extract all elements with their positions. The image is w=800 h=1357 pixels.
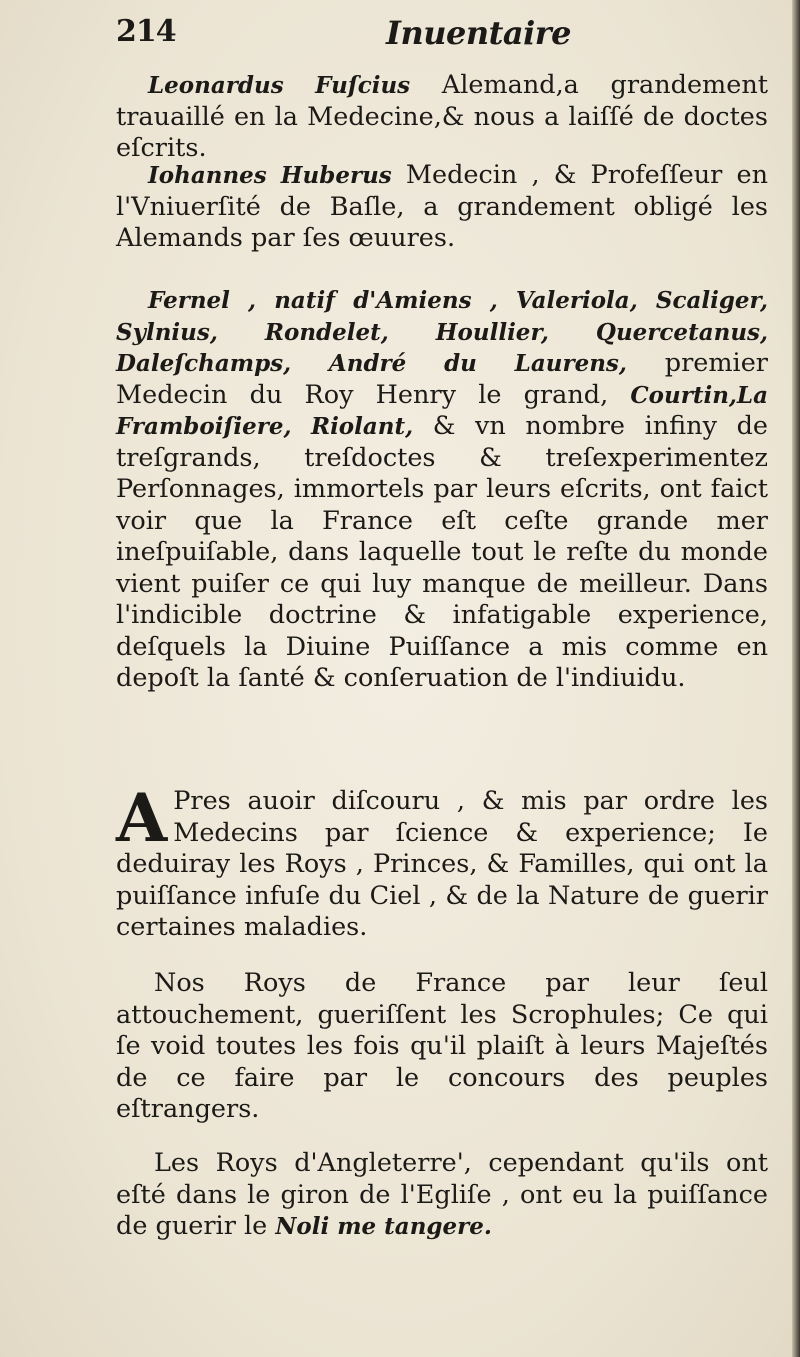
- paragraph-kings-england-text: Les Roys d'Angleterre', cependant qu'ils ont eſté dans le giron de l'Egliſe , ont eu la puiſſance de guerir le: [116, 1148, 768, 1241]
- name-huberus: Iohannes Huberus: [148, 162, 392, 189]
- names-french-physicians-2: Courtin,La Framboiſiere, Riolant,: [116, 381, 768, 440]
- name-fuscius: Leonardus Fuſcius: [148, 72, 411, 99]
- paragraph-huberus: [116, 160, 768, 255]
- paragraph-kings-france: [116, 968, 768, 1126]
- page-header: [116, 14, 776, 54]
- paragraph-kings-england: [116, 1148, 768, 1243]
- running-title: Inuentaire: [386, 14, 572, 52]
- paragraph-physicians-text-2: & vn nombre infiny de treſgrands, treſdoctes & treſexperimentez Perſonnages, immortels par leurs eſcrits, ont faict voir que la France eſt ceſte grande mer ineſpuiſable, dans laquelle tout le reſte du monde vient puiſer ce qui luy manque de meilleur. Dans l'indicible doctrine & infatigable experience, deſquels la Diuine Puiſſance a mis comme en depoſt la ſanté & conſeruation de l'indiuidu.: [116, 411, 768, 693]
- latin-phrase: Noli me tangere.: [275, 1213, 492, 1240]
- drop-cap-letter: A: [116, 779, 168, 857]
- paragraph-kings-intro: [116, 779, 768, 944]
- paragraph-fuscius-text: Alemand,a grandement trauaillé en la Medecine,& nous a laiſſé de doctes eſcrits.: [116, 70, 768, 163]
- page-number: 214: [116, 14, 176, 49]
- paragraph-kings-intro-text: Pres auoir diſcouru , & mis par ordre les Medecins par ſcience & experience; Ie deduiray les Roys , Princes, & Familles, qui ont la puiſſance infuſe du Ciel , & de la Nature de guerir certaines maladies.: [116, 786, 768, 942]
- paragraph-physicians-text-1: premier Medecin du Roy Henry le grand,: [116, 348, 768, 410]
- paragraph-fuscius: [116, 70, 768, 165]
- names-french-physicians: Fernel , natif d'Amiens , Valeriola, Scaliger, Sylnius, Rondelet, Houllier, Quercetanus, Daleſchamps, André du Laurens,: [116, 287, 768, 377]
- paragraph-french-physicians: [116, 285, 768, 695]
- paragraph-huberus-text: Medecin , & Profeſſeur en l'Vniuerſité de Baſle, a grandement obligé les Alemands par ſes œuures.: [116, 160, 768, 253]
- paragraph-kings-france-text: Nos Roys de France par leur ſeul attouchement, gueriſſent les Scrophules; Ce qui ſe void toutes les fois qu'il plaiſt à leurs Majeſtés de ce faire par le concours des peuples eſtrangers.: [116, 968, 768, 1124]
- page-edge-shadow: [792, 0, 800, 1357]
